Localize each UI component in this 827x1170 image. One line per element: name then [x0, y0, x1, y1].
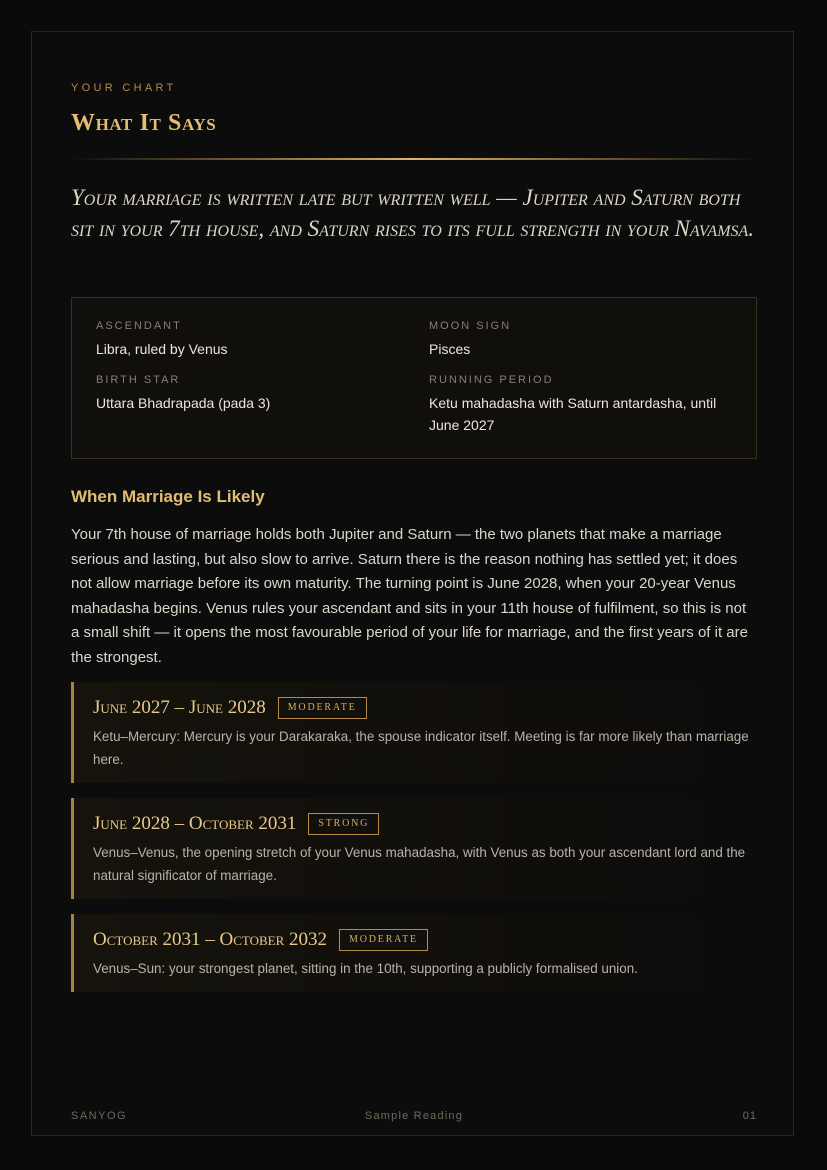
period-header — [93, 928, 757, 952]
fact-label: ASCENDANT — [96, 320, 182, 332]
fact-value: Ketu mahadasha with Saturn antardasha, until June 2027 — [429, 395, 717, 433]
fact-value: Pisces — [429, 341, 471, 357]
summary-lede: Your marriage is written late but written well — Jupiter and Saturn both sit in your 7th house, and Saturn rises to its full strength in your Navamsa. — [71, 185, 755, 241]
period-range: June 2027 – June 2028 — [93, 697, 266, 718]
fact-running-period — [429, 374, 729, 436]
period-card — [71, 798, 757, 899]
strength-badge: STRONG — [308, 813, 379, 835]
fact-label: MOON SIGN — [429, 320, 512, 332]
fact-moon-sign — [429, 320, 729, 360]
fact-label: BIRTH STAR — [96, 374, 181, 386]
fact-label: RUNNING PERIOD — [429, 374, 554, 386]
period-card — [71, 682, 757, 783]
section-eyebrow: YOUR CHART — [71, 82, 177, 94]
period-header — [93, 696, 757, 720]
period-description: Venus–Venus, the opening stretch of your Venus mahadasha, with Venus as both your ascendant lord and the natural significator of marriage. — [93, 845, 746, 883]
footer-label: Sample Reading — [364, 1110, 464, 1122]
period-range: October 2031 – October 2032 — [93, 929, 328, 950]
chart-facts-box — [71, 297, 757, 459]
fact-value: Uttara Bhadrapada (pada 3) — [96, 395, 271, 411]
period-card — [71, 914, 757, 992]
gold-divider — [71, 158, 757, 160]
strength-badge: MODERATE — [339, 929, 428, 951]
strength-badge: MODERATE — [278, 697, 367, 719]
page-number: 01 — [742, 1110, 757, 1122]
fact-value: Libra, ruled by Venus — [96, 341, 228, 357]
report-page — [31, 31, 794, 1136]
section-body: Your 7th house of marriage holds both Jupiter and Saturn — the two planets that make a marriage serious and lasting, but also slow to arrive. Saturn there is the reason nothing has settled yet; it does not allow marriage before its own maturity. The turning point is June 2028, when your 20-year Venus mahadasha begins. Venus rules your ascendant and sits in your 11th house of fulfilment, so this is not a small shift — it opens the most favourable period of your life for marriage, and the first years of it are the strongest. — [71, 526, 748, 666]
period-description: Ketu–Mercury: Mercury is your Darakaraka, the spouse indicator itself. Meeting is far more likely than marriage here. — [93, 729, 749, 767]
period-description: Venus–Sun: your strongest planet, sitting in the 10th, supporting a publicly formalised union. — [93, 961, 638, 976]
period-header — [93, 812, 757, 836]
footer-brand: SANYOG — [71, 1110, 128, 1122]
period-range: June 2028 – October 2031 — [93, 813, 297, 834]
fact-ascendant — [96, 320, 396, 360]
section-heading: When Marriage Is Likely — [71, 487, 265, 506]
page-title: What It Says — [71, 110, 217, 136]
fact-birth-star — [96, 374, 396, 414]
